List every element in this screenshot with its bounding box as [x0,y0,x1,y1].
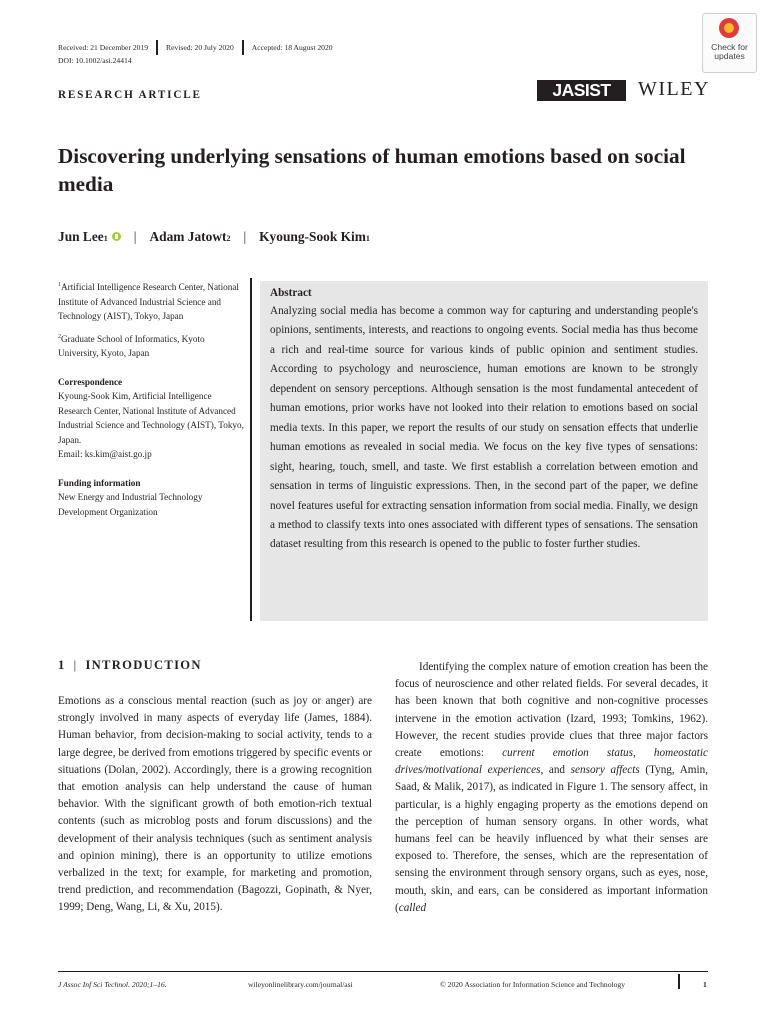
publisher-logo: WILEY [638,78,710,100]
footer-divider [678,974,680,989]
author-name[interactable]: Jun Lee [58,229,104,244]
body-text: , and [540,764,571,777]
affiliation-text: Artificial Intelligence Research Center, National Institute of Advanced Industrial Science and Technology (AIST), Tokyo, Japan [58,282,239,322]
footer-rule [58,971,708,972]
affiliation-2 [58,330,244,361]
affiliation-number: 1 [58,282,61,288]
emphasis-text: called [398,901,427,914]
article-type: RESEARCH ARTICLE [58,89,202,101]
correspondence-heading: Correspondence [58,376,123,387]
accepted-date: Accepted: 18 August 2020 [251,42,333,52]
sidebar-info [58,278,244,519]
doi-link[interactable]: DOI: 10.1002/asi.24414 [58,56,132,65]
footer-citation: J Assoc Inf Sci Technol. 2020;1–16. [58,980,167,989]
intro-paragraph-right [395,659,708,917]
orcid-icon[interactable] [112,232,121,241]
affiliation-text: Graduate School of Informatics, Kyoto University, Kyoto, Japan [58,333,205,359]
emphasis-text: sensory affects [570,764,640,777]
funding-text: New Energy and Industrial Technology Development Organization [58,492,203,517]
journal-logo: JASIST [537,80,626,101]
body-text: , [633,747,654,760]
sidebar-rule [250,278,252,621]
page-number: 1 [703,980,707,989]
abstract-text: Analyzing social media has become a common way for capturing and understanding people's opinions, sentiments, interests, and reactions to ongoing events. Social media has thus become a rich and real-time source for various kinds of public opinion and sentiment studies. According to psychology and neuroscience, human emotions are known to be strongly dependent on sensory perceptions. Although sensation is the most fundamental antecedent of human emotions, prior works have not looked into their relation to emotions based on social media texts. In this paper, we report the results of our study on sensation effects that underlie human emotions as revealed in social media. We focus on the key five types of sensations: sight, hearing, touch, smell, and taste. We first establish a correlation between emotion and sensation in terms of linguistic expressions. Then, in the second part of the paper, we define novel features useful for extracting sensation information from social media. Finally, we design a method to classify texts into ones associated with different types of sensations. The sensation dataset resulting from this research is opened to the public to foster further studies. [270,305,698,551]
check-for-updates-badge[interactable] [702,13,757,73]
affiliation-number: 2 [58,333,61,340]
received-date: Received: 21 December 2019 [58,42,149,52]
correspondence-email[interactable]: Email: ks.kim@aist.go.jp [58,449,152,460]
author-separator: | [133,229,137,244]
affiliation-marker: 1 [365,234,370,243]
affiliation-marker: 1 [103,234,108,243]
author-name[interactable]: Kyoung-Sook Kim [259,229,366,244]
emphasis-text: current emotion status [502,747,633,760]
body-text: (Tyng, Amin, Saad, & Malik, 2017), as indicated in Figure 1. The sensory affect, in particular, is a highly engaging property as the emotions depend on the perception of human sensory organs. In other words, what humans feel can be heavily influenced by what their senses are exposed to. Therefore, the senses, which are the representation of sensing the environment through sensory organs, such as eyes, nose, mouth, skin, and ears, can be considered as important information ( [395,764,708,914]
footer-copyright: © 2020 Association for Information Science and Technology [440,980,625,989]
footer-url[interactable]: wileyonlinelibrary.com/journal/asi [248,980,353,989]
section-heading [58,658,202,673]
intro-paragraph-left: Emotions as a conscious mental reaction (such as joy or anger) are strongly involved in many aspects of everyday life (James, 1884). Human behavior, from decision-making to social activity, tends to a large degree, be derived from emotions triggered by specific events or situations (Dolan, 2002). Accordingly, there is a growing recognition that emotion analysis can help understand the cause of human behavior. With the significant growth of both emotion-rich textual contents (such as microblog posts and forum discussions) and the development of their analysis techniques (such as sentiment analysis and opinion mining), there is an opportunity to utilize emotions verbalized in the text; for example, for marketing and promotion, trend prediction, and recommendation (Bagozzi, Gopinath, & Nyer, 1999; Deng, Wang, Li, & Xu, 2015). [58,695,372,914]
revised-date: Revised: 20 July 2020 [166,42,234,52]
funding-heading: Funding information [58,477,141,488]
author-separator: | [243,229,247,244]
emphasis-text: homeostatic drives/motivational experiences [395,747,708,777]
author-list [58,229,370,245]
section-separator: | [73,658,78,672]
correspondence-text: Kyoung-Sook Kim, Artificial Intelligence Research Center, National Institute of Advanced Industrial Science and Technology (AIST), Tokyo, Japan. [58,391,244,445]
badge-label: Check for updates [711,42,748,61]
divider [242,40,244,55]
crossmark-icon [719,18,739,38]
section-number: 1 [58,658,66,672]
body-text: Identifying the complex nature of emotion creation has been the focus of neuroscience and other related fields. For several decades, it has been known that both cognitive and non-cognitive processes intervene in the emotion activation (Izard, 1993; Tomkins, 1962). However, the recent studies provide clues that three major factors create emotions: [395,661,708,760]
author-name[interactable]: Adam Jatowt [149,229,227,244]
affiliation-marker: 2 [226,234,231,243]
affiliation-1 [58,278,244,324]
abstract-heading: Abstract [270,287,312,299]
divider [156,40,158,55]
abstract-box [260,281,708,621]
paper-title: Discovering underlying sensations of human emotions based on social media [58,144,686,196]
section-title: INTRODUCTION [85,658,202,672]
article-dates [58,39,333,55]
